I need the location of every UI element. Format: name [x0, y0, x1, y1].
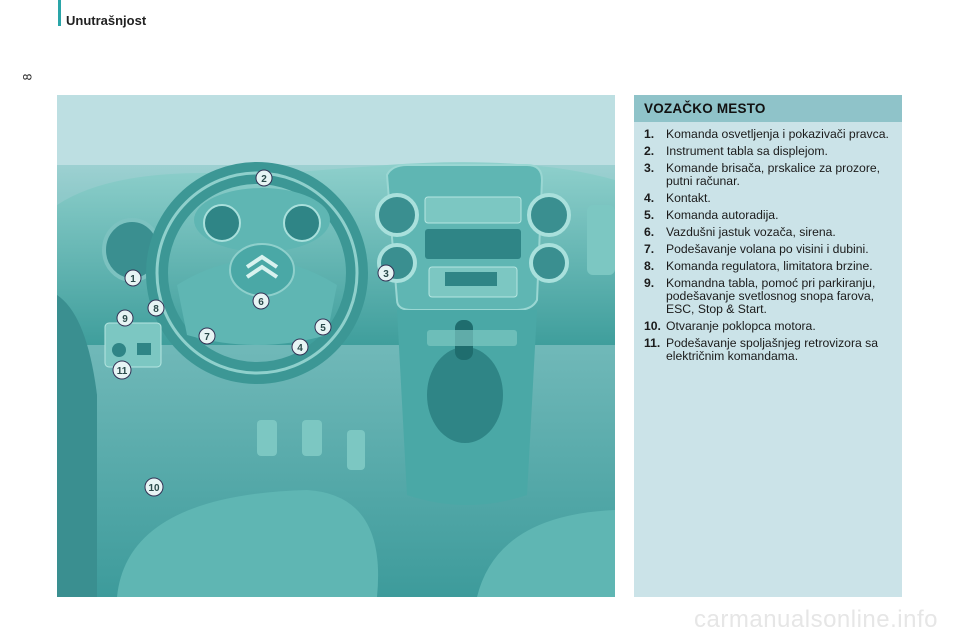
svg-text:9: 9 [122, 314, 128, 325]
svg-text:5: 5 [320, 323, 326, 334]
svg-text:6: 6 [258, 297, 264, 308]
legend-number: 9. [644, 276, 655, 290]
callout-3 [378, 265, 394, 281]
callout-8 [148, 300, 164, 316]
svg-text:4: 4 [297, 343, 303, 354]
legend-item [644, 260, 894, 273]
legend-title: VOZAČKO MESTO [644, 101, 766, 116]
legend-number: 5. [644, 208, 655, 222]
callout-1 [125, 270, 141, 286]
legend-number: 7. [644, 242, 655, 256]
legend-item [644, 337, 894, 363]
legend-item [644, 192, 894, 205]
callout-4 [292, 339, 308, 355]
header-accent-bar [58, 0, 61, 26]
svg-text:1: 1 [130, 274, 136, 285]
page-number: 8 [20, 73, 35, 81]
legend-item [644, 320, 894, 333]
legend-number: 6. [644, 225, 655, 239]
legend-number: 11. [644, 336, 661, 350]
legend-list [634, 122, 902, 363]
callout-2 [256, 170, 272, 186]
legend-number: 4. [644, 191, 655, 205]
legend-item [644, 226, 894, 239]
svg-text:8: 8 [153, 304, 159, 315]
callout-6 [253, 293, 269, 309]
svg-text:10: 10 [148, 483, 160, 494]
legend-text: Komande brisača, prskalice za prozore, putni računar. [666, 161, 881, 188]
section-title: Unutrašnjost [66, 13, 147, 28]
watermark: carmanualsonline.info [694, 606, 938, 633]
legend-text: Kontakt. [666, 191, 711, 205]
legend-panel [634, 95, 902, 597]
legend-text: Komandna tabla, pomoć pri parkiranju, podešavanje svetlosnog snopa farova, ESC, Stop & Start. [666, 276, 876, 316]
callout-11 [113, 361, 131, 379]
callout-9 [117, 310, 133, 326]
callout-7 [199, 328, 215, 344]
legend-number: 1. [644, 127, 655, 141]
legend-text: Vazdušni jastuk vozača, sirena. [666, 225, 836, 239]
callout-10 [145, 478, 163, 496]
legend-text: Instrument tabla sa displejom. [666, 144, 828, 158]
legend-item [644, 145, 894, 158]
legend-item [644, 162, 894, 188]
legend-number: 8. [644, 259, 655, 273]
dashboard-illustration [57, 95, 615, 597]
legend-item [644, 277, 894, 316]
callout-5 [315, 319, 331, 335]
svg-text:7: 7 [204, 332, 210, 343]
legend-text: Komanda regulatora, limitatora brzine. [666, 259, 873, 273]
legend-header [634, 95, 902, 122]
legend-text: Podešavanje volana po visini i dubini. [666, 242, 869, 256]
svg-text:11: 11 [116, 366, 128, 377]
legend-text: Otvaranje poklopca motora. [666, 319, 816, 333]
legend-item [644, 243, 894, 256]
legend-text: Komanda autoradija. [666, 208, 779, 222]
legend-text: Komanda osvetljenja i pokazivači pravca. [666, 127, 889, 141]
legend-number: 10. [644, 319, 661, 333]
legend-number: 2. [644, 144, 655, 158]
svg-text:3: 3 [383, 269, 389, 280]
svg-text:2: 2 [261, 174, 267, 185]
legend-text: Podešavanje spoljašnjeg retrovizora sa električnim komandama. [666, 336, 879, 363]
legend-item [644, 128, 894, 141]
legend-item [644, 209, 894, 222]
legend-number: 3. [644, 161, 655, 175]
